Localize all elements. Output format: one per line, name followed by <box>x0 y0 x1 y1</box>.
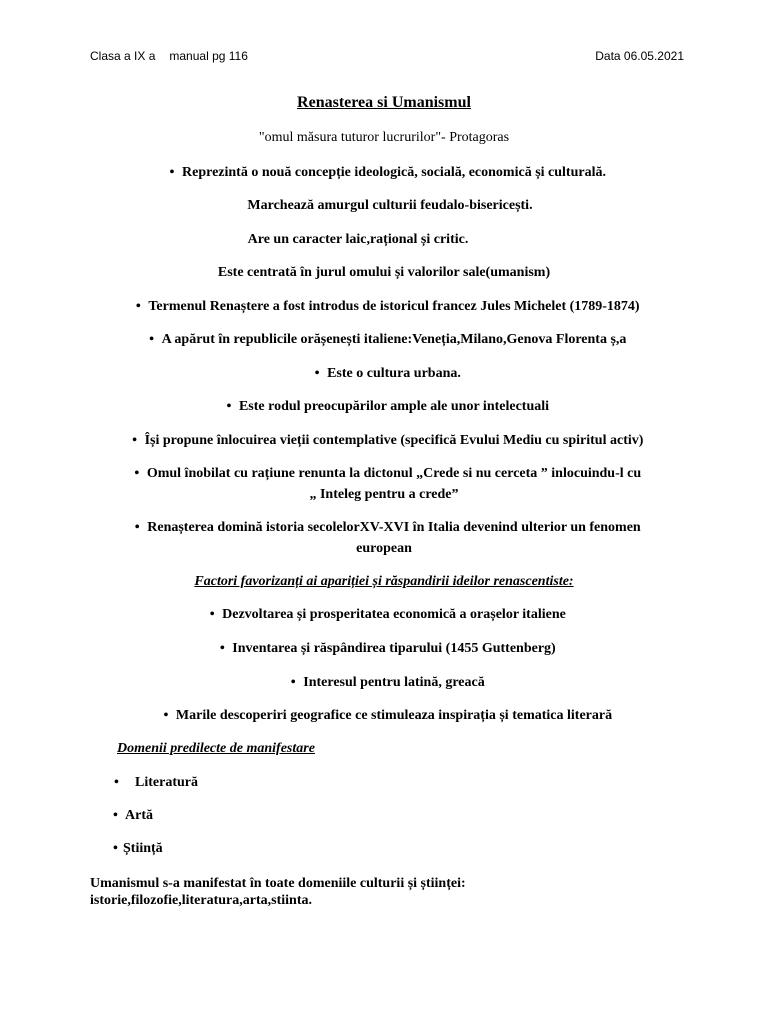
quote: "omul măsura tuturor lucrurilor"- Protagoras <box>258 130 510 145</box>
list-item <box>0 466 768 482</box>
bullet-icon: • <box>290 675 296 690</box>
bullet-icon: • <box>314 366 320 381</box>
list-item-continuation: european <box>356 541 412 556</box>
domain-item <box>114 775 198 791</box>
bullet-icon: • <box>134 520 140 535</box>
domain-item-text: Știință <box>123 841 163 856</box>
domain-item-text: Literatură <box>135 775 198 790</box>
list-item <box>0 299 768 315</box>
factor-item-text: Dezvoltarea și prosperitatea economică a orașelor italiene <box>222 607 566 622</box>
list-item-text: A apărut în republicile orășenești italiene:Veneția,Milano,Genova Florenta ș,a <box>161 332 627 347</box>
factor-item <box>0 675 768 691</box>
bullet-icon: • <box>209 607 215 622</box>
closing-line: Umanismul s-a manifestat în toate domeniile culturii și științei: <box>90 876 466 891</box>
bullet-icon: • <box>135 299 141 314</box>
bullet-icon: • <box>169 165 175 180</box>
page-title: Renasterea si Umanismul <box>297 94 471 111</box>
list-item-text: Este o cultura urbana. <box>327 366 461 381</box>
bullet-icon: • <box>226 399 232 414</box>
header-left <box>90 49 248 63</box>
bullet-icon: • <box>134 466 140 481</box>
factor-item-text: Marile descoperiri geografice ce stimuleaza inspirația și tematica literară <box>175 708 613 723</box>
list-item-continuation: „ Inteleg pentru a crede” <box>309 487 459 502</box>
closing-paragraph <box>90 875 690 909</box>
manual-reference: manual pg 116 <box>169 49 248 63</box>
intro-bullet <box>0 165 768 181</box>
domain-item <box>113 841 163 857</box>
list-item <box>0 399 768 415</box>
list-item-text: Este rodul preocupărilor ample ale unor intelectuali <box>238 399 550 414</box>
list-item-text: Renașterea domină istoria secolelorXV-XVI în Italia devenind ulterior un fenomen <box>147 520 641 535</box>
bullet-icon: • <box>149 332 155 347</box>
bullet-icon: • <box>113 841 118 856</box>
intro-line: Este centrată în jurul omului și valorilor sale(umanism) <box>217 265 551 280</box>
list-item-text: Termenul Renaștere a fost introdus de istoricul francez Jules Michelet (1789-1874) <box>148 299 640 314</box>
list-item <box>0 366 768 382</box>
domain-item-text: Artă <box>125 808 153 823</box>
list-item <box>0 332 768 348</box>
intro-line: Marchează amurgul culturii feudalo-bisericești. <box>247 198 533 213</box>
list-item <box>0 433 768 449</box>
intro-bullet-text: Reprezintă o nouă concepție ideologică, socială, economică și culturală. <box>182 165 606 180</box>
factors-heading: Factori favorizanți ai apariției și răspandirii ideilor renascentiste: <box>194 574 574 589</box>
bullet-icon: • <box>113 808 118 823</box>
closing-line: istorie,filozofie,literatura,arta,stiinta. <box>90 893 312 908</box>
factor-item-text: Inventarea și răspândirea tiparului (1455 Guttenberg) <box>232 641 556 656</box>
list-item-text: Omul înobilat cu rațiune renunta la dictonul „Crede si nu cerceta ” inlocuindu-l cu <box>146 466 642 481</box>
bullet-icon: • <box>163 708 169 723</box>
factor-item <box>0 641 768 657</box>
list-item <box>0 520 768 536</box>
date-label: Data 06.05.2021 <box>595 49 684 63</box>
intro-line: Are un caracter laic,rațional și critic. <box>247 232 469 247</box>
domains-heading: Domenii predilecte de manifestare <box>117 741 315 756</box>
domain-item <box>113 808 153 824</box>
factor-item <box>0 708 768 724</box>
bullet-icon: • <box>114 775 119 790</box>
bullet-icon: • <box>219 641 225 656</box>
list-item-text: Își propune înlocuirea vieții contemplative (specifică Evului Mediu cu spiritul activ) <box>144 433 644 448</box>
page-header <box>90 49 684 65</box>
factor-item <box>0 607 768 623</box>
class-label: Clasa a IX a <box>90 49 156 63</box>
bullet-icon: • <box>132 433 138 448</box>
factor-item-text: Interesul pentru latină, greacă <box>303 675 485 690</box>
